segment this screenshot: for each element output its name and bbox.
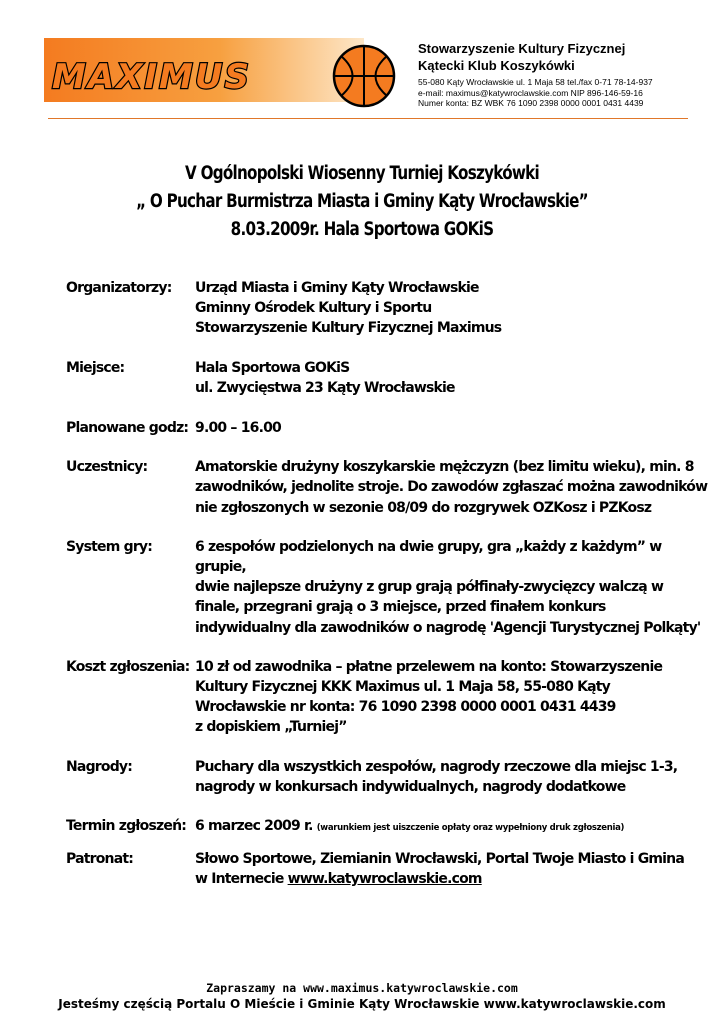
- organization-header: [418, 40, 653, 109]
- hours-value: 9.00 – 16.00: [195, 420, 281, 437]
- prizes-label: Nagrody:: [66, 758, 133, 775]
- patronage-line: Słowo Sportowe, Ziemianin Wrocławski, Portal Twoje Miasto i Gmina: [195, 851, 684, 868]
- organizers-label: Organizatorzy:: [66, 280, 172, 296]
- fee-line: z dopiskiem „Turniej”: [195, 719, 347, 736]
- fee-line: 10 zł od zawodnika – płatne przelewem na konto: Stowarzyszenie: [195, 658, 663, 675]
- participants-line: zawodników, jednolite stroje. Do zawodów zgłaszać można zawodników: [195, 479, 708, 496]
- organizer-item: Gminny Ośrodek Kultury i Sportu: [195, 300, 432, 317]
- hours-row: [66, 418, 716, 438]
- title-line-3: 8.03.2009r. Hala Sportowa GOKiS: [230, 219, 494, 240]
- org-name-2: Kątecki Klub Koszykówki: [418, 58, 575, 73]
- header-divider: [48, 118, 688, 119]
- patronage-prefix: w Internecie: [195, 871, 288, 888]
- organizers-row: [66, 278, 716, 339]
- title-line-2: „ O Puchar Burmistrza Miasta i Gminy Kąty Wrocławskie”: [136, 191, 588, 212]
- participants-line: nie zgłoszonych w sezonie 08/09 do rozgrywek OZKosz i PZKosz: [195, 499, 652, 516]
- organizer-item: Urząd Miasta i Gminy Kąty Wrocławskie: [195, 280, 479, 296]
- title-line-1: V Ogólnopolski Wiosenny Turniej Koszykówki: [185, 163, 539, 184]
- deadline-note: (warunkiem jest uiszczenie opłaty oraz wypełniony druk zgłoszenia): [316, 823, 625, 834]
- fee-line: Wrocławskie nr konta: 76 1090 2398 0000 0001 0431 4439: [195, 699, 616, 716]
- hours-label: Planowane godz:: [66, 420, 189, 437]
- participants-line: Amatorskie drużyny koszykarskie mężczyzn (bez limitu wieku), min. 8: [195, 459, 694, 476]
- participants-label: Uczestnicy:: [66, 459, 148, 476]
- system-row: [66, 537, 716, 638]
- footer-invite: Zapraszamy na www.maximus.katywroclawskie.com: [206, 981, 518, 995]
- participants-row: [66, 457, 716, 518]
- org-name-1: Stowarzyszenie Kultury Fizycznej: [418, 41, 626, 56]
- fee-label: Koszt zgłoszenia:: [66, 658, 190, 675]
- prizes-line: nagrody w konkursach indywidualnych, nagrody dodatkowe: [195, 778, 626, 795]
- system-line: finale, przegrani grają o 3 miejsce, przed finałem konkurs: [195, 599, 606, 616]
- logo-text: MAXIMUS: [52, 57, 251, 97]
- org-account: Numer konta: BZ WBK 76 1090 2398 0000 0001 0431 4439: [418, 98, 644, 108]
- org-email: e-mail: maximus@katywroclawskie.com NIP 896-146-59-16: [418, 87, 643, 98]
- deadline-row: [66, 816, 716, 838]
- system-label: System gry:: [66, 538, 153, 555]
- system-line: dwie najlepsze drużyny z grup grają półfinały-zwycięzcy walczą w: [195, 579, 664, 596]
- place-label: Miejsce:: [66, 359, 125, 376]
- org-address: 55-080 Kąty Wrocławskie ul. 1 Maja 58 tel./fax 0-71 78-14-937: [418, 77, 653, 87]
- deadline-value: 6 marzec 2009 r.: [195, 818, 313, 835]
- portal-link[interactable]: www.katywroclawskie.com: [287, 871, 482, 888]
- fee-line: Kultury Fizycznej KKK Maximus ul. 1 Maja 58, 55-080 Kąty: [195, 679, 610, 696]
- deadline-label: Termin zgłoszeń:: [66, 818, 187, 835]
- place-row: [66, 358, 716, 398]
- patronage-label: Patronat:: [66, 851, 134, 868]
- place-line: ul. Zwycięstwa 23 Kąty Wrocławskie: [195, 379, 455, 396]
- prizes-row: [66, 757, 716, 797]
- tournament-info: [66, 278, 716, 890]
- footer-portal: Jesteśmy częścią Portalu O Mieście i Gminie Kąty Wrocławskie www.katywroclawskie.com: [58, 997, 666, 1011]
- system-line: indywidualny dla zawodników o nagrodę 'Agencji Turystycznej Polkąty': [195, 619, 701, 636]
- place-line: Hala Sportowa GOKiS: [195, 359, 350, 376]
- maximus-logo: [40, 36, 410, 108]
- page-title: [65, 160, 659, 244]
- organizer-item: Stowarzyszenie Kultury Fizycznej Maximus: [195, 320, 502, 337]
- patronage-row: [66, 849, 716, 889]
- prizes-line: Puchary dla wszystkich zespołów, nagrody rzeczowe dla miejsc 1-3,: [195, 758, 678, 775]
- system-line: 6 zespołów podzielonych na dwie grupy, gra „każdy z każdym” w grupie,: [195, 538, 662, 576]
- fee-row: [66, 657, 716, 738]
